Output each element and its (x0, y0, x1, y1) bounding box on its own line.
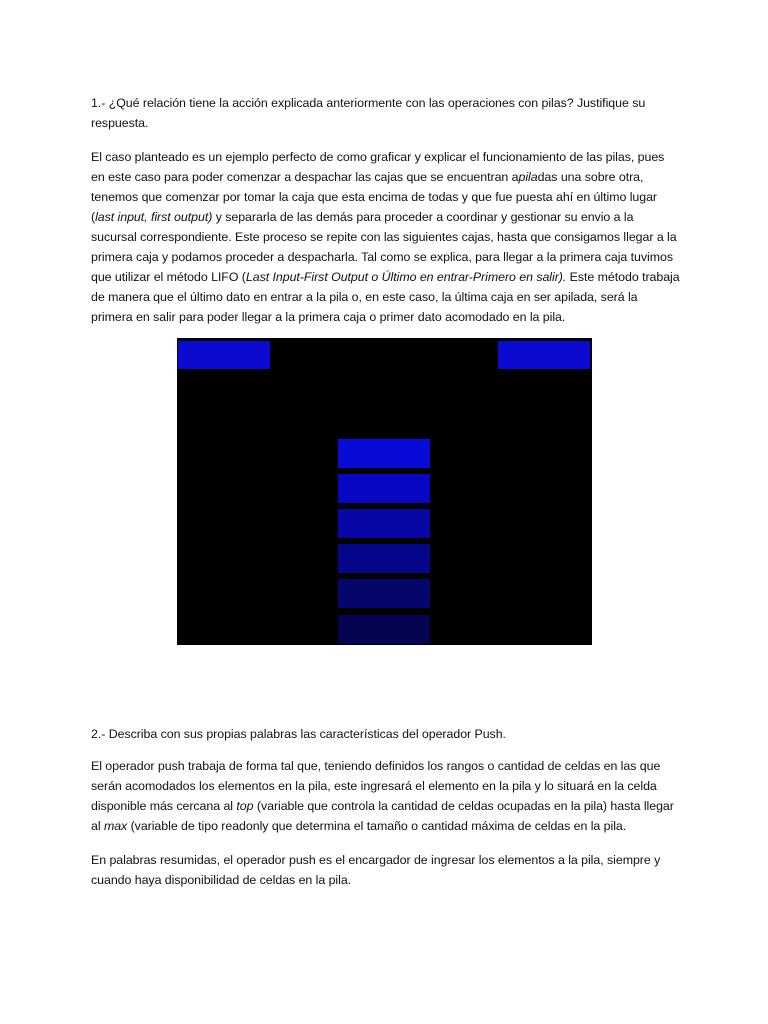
answer-2-text-b: (variable que controla la cantidad de celdas ocupadas en la pila) hasta llegar al (91, 799, 674, 833)
stack-box (338, 509, 430, 538)
stack-box (338, 439, 430, 468)
answer-2-text-c: (variable de tipo readonly que determina el tamaño o cantidad máxima de celdas en la pila. (127, 819, 627, 833)
answer-2-text-a: El operador push trabaja de forma tal que, teniendo definidos los rangos o cantidad de celdas en las que serán acomodados los elementos en la pila, este ingresará el elemento en la pila y lo situará en la celda disponible más cercana al (91, 759, 661, 813)
stack-box (338, 579, 430, 608)
answer-1-italic-b: last input, first output) (95, 210, 213, 224)
question-1: 1.- ¿Qué relación tiene la acción explicada anteriormente con las operaciones con pilas? Justifique su respuesta. (91, 96, 646, 130)
answer-1-text-d: Este método trabaja de manera que el último dato en entrar a la pila o, en este caso, la última caja en ser apilada, será la primera en salir para poder llegar a la primera caja o primer dato acomodado en la pila. (91, 270, 680, 324)
answer-1 (91, 147, 681, 327)
removed-box-right (498, 341, 590, 369)
stack-box (338, 544, 430, 573)
answer-1-italic-c: Last Input-First Output o Último en entrar-Primero en salir). (245, 270, 567, 284)
stack-box (338, 474, 430, 503)
answer-1-text-b: das una sobre otra, tenemos que comenzar por tomar la caja que esta encima de todas y que fue puesta ahí en último lugar ( (91, 170, 657, 224)
answer-2-paragraph-1 (91, 756, 681, 836)
answer-1-italic-a: pila (518, 170, 538, 184)
answer-2-italic-max: max (103, 819, 128, 833)
answer-2-italic-top: top (236, 799, 254, 813)
stack-box (338, 615, 430, 644)
answer-1-text-a: El caso planteado es un ejemplo perfecto de como graficar y explicar el funcionamiento de las pilas, pues en este caso para poder comenzar a despachar las cajas que se encuentran a (91, 150, 665, 184)
question-2: 2.- Describa con sus propias palabras las características del operador Push. (91, 727, 506, 741)
stack-figure (177, 338, 592, 645)
answer-1-text-c: y separarla de las demás para proceder a coordinar y gestionar su envio a la sucursal correspondiente. Este proceso se repite con las siguientes cajas, hasta que consigamos llegar a la primera caja y podamos proceder a despacharla. Tal como se explica, para llegar a la primera caja tuvimos que utilizar el método LIFO ( (91, 210, 677, 284)
answer-2-paragraph-2: En palabras resumidas, el operador push es el encargador de ingresar los elementos a la pila, siempre y cuando haya disponibilidad de celdas en la pila. (91, 853, 661, 887)
removed-box-left (178, 341, 270, 369)
